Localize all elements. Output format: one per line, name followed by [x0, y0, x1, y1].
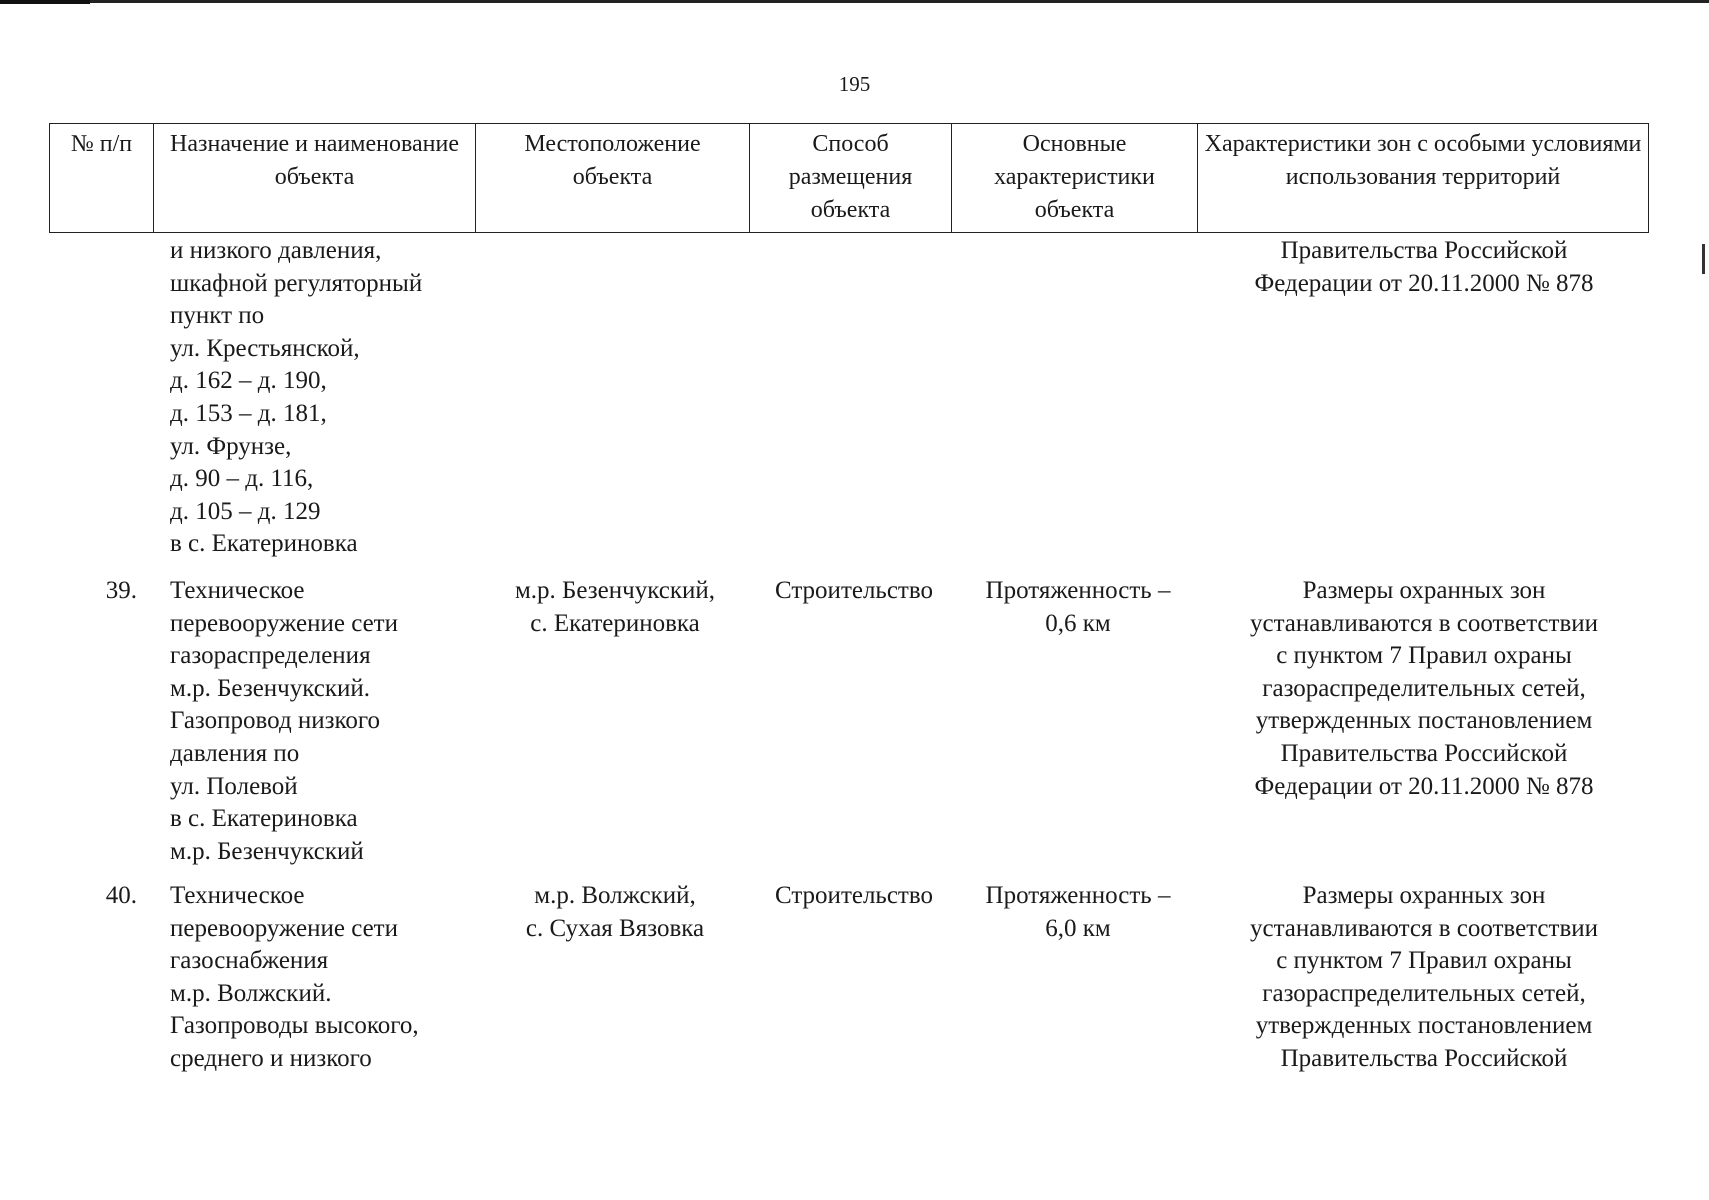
row-40-method: Строительство: [774, 882, 933, 909]
row-40-zones: Размеры охранных зон устанавливаются в соответствии с пунктом 7 Правил охраны газораспределительных сетей, утвержденных постановлением Правительства Российской: [1249, 882, 1599, 1072]
row-39-location: м.р. Безенчукский, с. Екатериновка: [514, 577, 716, 637]
header-characteristics: Основные характеристики объекта: [952, 124, 1198, 233]
row-40-location: м.р. Волжский, с. Сухая Вязовка: [525, 882, 705, 942]
row-40-num: 40.: [105, 882, 137, 909]
header-location: Местоположение объекта: [476, 124, 750, 233]
table-header: [49, 123, 1649, 233]
page-number: 195: [838, 72, 871, 96]
scan-edge-mark: [1702, 244, 1705, 274]
top-border-mark: [0, 0, 90, 4]
header-name: Назначение и наименование объекта: [154, 124, 476, 233]
header-method: Способ размещения объекта: [750, 124, 952, 233]
row-39-zones: Размеры охранных зон устанавливаются в соответствии с пунктом 7 Правил охраны газораспределительных сетей, утвержденных постановлением Правительства Российской Федерации от 20.11.2000 № 878: [1249, 577, 1599, 800]
header-zones: Характеристики зон с особыми условиями использования территорий: [1198, 124, 1649, 233]
row-39-method: Строительство: [774, 577, 933, 604]
row-39-characteristics: Протяженность – 0,6 км: [985, 577, 1171, 637]
row-40-name: Техническое перевооружение сети газоснабжения м.р. Волжский. Газопроводы высокого, среднего и низкого: [170, 882, 419, 1072]
header-num: № п/п: [50, 124, 154, 233]
continuation-zones: Правительства Российской Федерации от 20.11.2000 № 878: [1254, 237, 1594, 297]
row-40-characteristics: Протяженность – 6,0 км: [985, 882, 1171, 942]
top-border-line: [0, 0, 1709, 3]
continuation-name: и низкого давления, шкафной регуляторный пункт по ул. Крестьянской, д. 162 – д. 190, д. 153 – д. 181, ул. Фрунзе, д. 90 – д. 116, д. 105 – д. 129 в с. Екатериновка: [170, 237, 423, 558]
row-39-name: Техническое перевооружение сети газораспределения м.р. Безенчукский. Газопровод низкого давления по ул. Полевой в с. Екатериновка м.р. Безенчукский: [170, 577, 398, 865]
row-39-num: 39.: [105, 577, 137, 604]
